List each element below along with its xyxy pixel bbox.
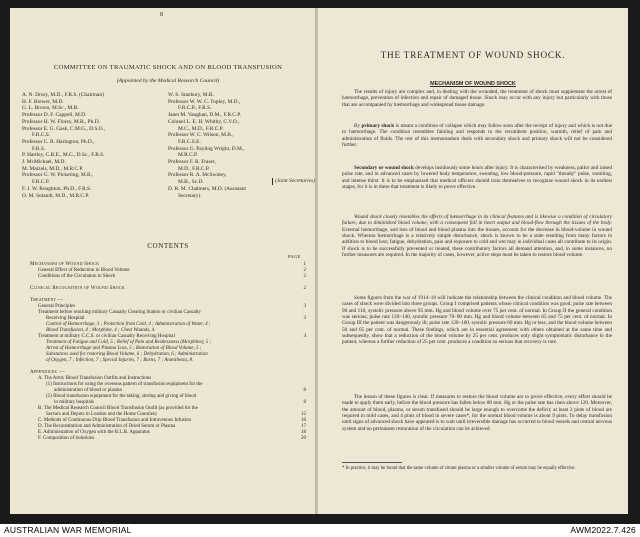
committee-member: H. F. Brewer, M.D. bbox=[22, 98, 64, 105]
committee-member: D. R. M. Chalmers, M.D. (Assistant bbox=[168, 185, 247, 192]
committee-member: F.R.C.S.E. bbox=[178, 138, 201, 145]
toc-entry-page: 8 bbox=[303, 400, 306, 405]
secondary-shock-term: Secondary or wound shock bbox=[354, 165, 414, 171]
page-column-label: PAGE bbox=[288, 254, 301, 259]
toc-entry-title: Treatment before reaching military Casualty Clearing Station or civilian Casualty bbox=[38, 310, 201, 315]
paragraph-4-text: External hæmorrhage, and loss of blood and blood plasma into the tissues, account for the decrease in blood-volume in wound shock. Whereas hæmorrhage is a relatively simple disturbance, shock is known to be a state resulting from many factors in addition to blood loss; fatigue, dehydration, pain and exposure to cold and wet may in individual cases all contribute to its origin. If shock is to be successfully prevented or treated, these contributory factors all demand attention, and, in some instances, no further measures are required. In the majority of cases, however, active steps must be taken to restore blood volume. bbox=[342, 226, 612, 259]
committee-member: F.R.C.P., F.R.S. bbox=[178, 105, 212, 112]
toc-entry-title: F. Composition of Solutions bbox=[38, 436, 95, 441]
paragraph-6: The lesson of these figures is clear. If measures to restore the blood volume are to prove effective, every effort should be made to apply them early, before the blood pressure has fallen below 80 mm. Hg or the pulse rate has risen above 120. Moreover, the amount of blood, plasma, or serum transfused should be large enough to overcome the deficit; at least 2 pints of blood are required in mild cases, and 4 pints of blood in severe cases*, for the normal blood volume is about 9 pints. To delay transfusion until signs of advanced shock have appeared is to wait until irreversible damage has occurred to blood vessels and central nervous system and no permanent restoration of the circulation can be achieved. bbox=[342, 394, 612, 432]
footnote-rule bbox=[342, 462, 402, 463]
committee-member: Colonel L. E. H. Whitby, C.V.O., bbox=[168, 118, 240, 125]
toc-entry-page: 3 bbox=[303, 316, 306, 321]
committee-member: F.R.C.P. bbox=[32, 179, 50, 186]
committee-member: Professor D. F. Cappell, M.D. bbox=[22, 112, 87, 119]
committee-member: J. McMichael, M.D. bbox=[22, 159, 66, 166]
paragraph-2 bbox=[342, 123, 612, 148]
toc-entry-page: 4 bbox=[303, 334, 306, 339]
committee-member: M.C., M.D., F.R.C.P. bbox=[178, 125, 224, 132]
paragraph-1: The results of injury are complex and, in dealing with the wounded, the treatment of shock must supplement the arrest of hæmorrhage, prevention of infection and repair of damaged tissue. Shock may occur with any injury but particularly with those that are accompanied by hæmorrhage and widespread tissue damage. bbox=[342, 89, 612, 108]
committee-member: Professor W. W. C. Topley, M.D., bbox=[168, 98, 241, 105]
contents-title: CONTENTS bbox=[147, 242, 189, 250]
paragraph-5: Some figures from the war of 1914–18 will indicate the relationship between the clinical condition and blood volume. The cases of shock were divided into three groups. Group I comprised patients whose clinical condition was good; pulse rate between 90 and 110, systolic pressure above 95 mm. Hg and blood volume over 75 per cent. of normal. In Group II the general condition was serious; pulse rate 120–140, systolic pressure 70–90 mm. Hg and blood volume between 65 and 75 per cent. of normal. In Group III the patient was dangerously ill; pulse rate 120–160, systolic pressure 60 mm. Hg or less, and the blood volume between 50 and 65 per cent. of normal. These findings, which are in essential agreement with others obtained at the same time and subsequently, show that a reduction of the blood volume by 25 per cent. produces only slight symptomatic disturbance in the patient, whereas a further reduction of 25 per cent. produces a condition so serious that recovery is rare. bbox=[342, 295, 612, 346]
committee-member: F.R.S. bbox=[32, 145, 46, 152]
committee-member: F.R.C.S. bbox=[32, 132, 51, 139]
committee-member: Professor W. C. Wilson, M.B., bbox=[168, 132, 234, 139]
toc-entry-title: C. Methods of Continuous Drip Blood Transfusion and Intravenous Infusion bbox=[38, 418, 192, 423]
toc-entry-title: Control of Hæmorrhage, 3 ; Protection from Cold, 4 ; Administration of Water, 4 ; bbox=[46, 322, 211, 327]
archive-caption bbox=[0, 524, 640, 537]
committee-member: Professor R. A. McSwiney, bbox=[168, 172, 227, 179]
paragraph-3 bbox=[342, 165, 612, 190]
committee-member: Secretary). bbox=[178, 192, 202, 199]
toc-entry-title: in military hospitals bbox=[54, 400, 94, 405]
committee-member: A. N. Drury, M.D., F.R.S. (Chairman) bbox=[22, 92, 104, 98]
committee-member: O. M. Solandt, M.D., M.R.C.P. bbox=[22, 192, 90, 199]
committee-member: Professor G. Payling Wright, D.M., bbox=[168, 145, 245, 152]
toc-entry-page: 1 bbox=[303, 262, 306, 267]
right-page bbox=[318, 8, 628, 514]
committee-member: Professor F. R. Fraser, bbox=[168, 159, 216, 166]
toc-entry-title: Blood Transfusion, 4 ; Morphine, 4 ; Chest Wounds, 4. bbox=[46, 328, 156, 333]
committee-member: M.R.C.P. bbox=[178, 152, 198, 159]
committee-member: M.D., F.R.C.P. bbox=[178, 165, 210, 172]
toc-entry-title: Treatment of Fatigue and Cold, 5 ; Relief of Pain and Restlessness (Morphine), 5 ; bbox=[46, 340, 212, 345]
committee-member: Professor H. W. Florey, M.B., Ph.D. bbox=[22, 118, 100, 125]
committee-member: Janet M. Vaughan, D.M., F.R.C.P. bbox=[168, 112, 241, 119]
toc-entry-page: 17 bbox=[301, 424, 306, 429]
left-page bbox=[10, 8, 316, 514]
paragraph-3-text: develops insidiously some hours after injury. It is characterised by weakness, pallor and raised pulse rate, and in advanced cases by lowered body temperature, sweating, low blood-pressure, rapid "thready" pulse, vomiting, and intense thirst. It is to be emphasised that medical officers should train themselves to recognise wound shock in its earliest stages, for it is in these that treatment is likely to prove effective. bbox=[342, 165, 612, 191]
toc-entry-page: 18 bbox=[301, 430, 306, 435]
toc-entry-title: General Principles bbox=[38, 304, 76, 309]
toc-entry-page: 8 bbox=[303, 388, 306, 393]
toc-entry-title: (1) Instructions for using the overseas pattern of transfusion equipment for the bbox=[46, 382, 203, 387]
toc-entry-title: Receiving Hospital bbox=[46, 316, 85, 321]
committee-member: F. J. W. Roughton, Ph.D., F.R.S. bbox=[22, 185, 92, 192]
toc-entry-page: 20 bbox=[301, 436, 306, 441]
toc-entry bbox=[30, 436, 306, 442]
toc-entry-title: E. Administration of Oxygen with the B.L.B. Apparatus bbox=[38, 430, 150, 435]
section-heading: MECHANISM OF WOUND SHOCK bbox=[430, 81, 516, 87]
toc-entry-title: administration of blood or plasma bbox=[54, 388, 122, 393]
archive-reference: AWM2022.7.426 bbox=[570, 525, 636, 535]
footnote: * In practice, it may be found that the same volume of citrate plasma or a smaller volume of serum may be equally effective. bbox=[342, 466, 576, 471]
paragraph-4-italic: Wound shock closely resembles the effects of hæmorrhage in its clinical features and is likewise a condition of circulatory failure, due to diminished blood volume, with a consequent fall in heart output and blood-flow through the tissues of the body. bbox=[342, 214, 612, 227]
archive-name: AUSTRALIAN WAR MEMORIAL bbox=[4, 525, 132, 535]
toc-entry-title: D. The Reconstitution and Administration of Dried Serum or Plasma bbox=[38, 424, 176, 429]
toc-entry-title: of Oxygen, 7 ; Infection, 7 ; Special Injuries, 7 ; Burns, 7 ; Anæsthesia, 8. bbox=[46, 358, 194, 363]
committee-member: M.B., Sc.D. bbox=[178, 179, 204, 186]
committee-member: Professor C. R. Harington, Ph.D., bbox=[22, 138, 95, 145]
committee-title: COMMITTEE ON TRAUMATIC SHOCK AND ON BLOOD TRANSFUSION bbox=[53, 64, 283, 71]
committee-member: P. Hartley, C.B.E., M.C., D.Sc., F.R.S. bbox=[22, 152, 105, 159]
toc-entry-title: General Effect of Reduction in Blood Volume bbox=[38, 268, 130, 273]
paragraph-2-text: is meant a condition of collapse which may follow soon after the receipt of injury and which is not due to hæmorrhage. The condition resembles fainting and responds to the recumbent position, warmth, relief of pain and administration of fluids. The rest of this memorandum deals with secondary shock and primary shock will not be considered further. bbox=[342, 123, 612, 149]
toc-entry-title: Treatment — bbox=[30, 298, 63, 303]
committee-member: M. Maizels, M.D., M.R.C.P. bbox=[22, 165, 84, 172]
toc-entry-title: B. The Medical Research Council Blood Transfusion Outfit (as provided for the bbox=[38, 406, 198, 411]
toc-entry-title: Sectors and Depots in London and the Home Counties) bbox=[46, 412, 157, 417]
toc-entry-page: 16 bbox=[301, 418, 306, 423]
primary-shock-term: primary shock bbox=[361, 123, 395, 129]
toc-entry-title: Substances used for restoring Blood Volume, 6 ; Dehydration, 6 ; Administration bbox=[46, 352, 208, 357]
committee-member: W. S. Stanbury, M.B. bbox=[168, 92, 214, 98]
toc-entry-title: Mechanism of Wound Shock bbox=[30, 262, 100, 267]
toc-entry-page: 2 bbox=[303, 268, 306, 273]
members-column-left bbox=[22, 92, 160, 199]
toc-entry-title: Clinical Recognition of Wound Shock bbox=[30, 286, 125, 291]
page-number: 8 bbox=[160, 12, 163, 18]
document-title: THE TREATMENT OF WOUND SHOCK. bbox=[380, 50, 566, 60]
toc-entry-page: 12 bbox=[301, 412, 306, 417]
toc-entry-title: Arrest of Hæmorrhage and Plasma Loss, 5 ; Restoration of Blood Volume, 5 ; bbox=[46, 346, 202, 351]
joint-secretaries-brace: (Joint Secretaries) bbox=[272, 178, 315, 185]
toc-entry-page: 3 bbox=[303, 304, 306, 309]
committee-member: Professor E. G. Gask, C.M.G., D.S.O., bbox=[22, 125, 106, 132]
toc-entry-page: 2 bbox=[303, 274, 306, 279]
toc-entry-title: Treatment at military C.C.S. or civilian Casualty Receiving Hospital bbox=[38, 334, 175, 339]
toc-entry-page: 2 bbox=[303, 286, 306, 291]
table-of-contents bbox=[30, 262, 306, 442]
committee-appointment: (Appointed by the Medical Research Council) bbox=[116, 78, 220, 84]
paragraph-2-lead: By bbox=[354, 123, 362, 129]
committee-member: G. L. Brown, M.Sc., M.B. bbox=[22, 105, 79, 112]
committee-member: Professor G. W. Pickering, M.B., bbox=[22, 172, 94, 179]
toc-entry-title: (2) Blood transfusion equipment for the taking, storing and giving of blood bbox=[46, 394, 197, 399]
paragraph-4 bbox=[342, 214, 612, 258]
toc-entry-title: A. The Army Blood Transfusion Outfits and Instructions bbox=[38, 376, 152, 381]
toc-entry-title: Conditions of the Circulation in Shock bbox=[38, 274, 116, 279]
toc-entry-title: Appendices :— bbox=[30, 370, 66, 375]
